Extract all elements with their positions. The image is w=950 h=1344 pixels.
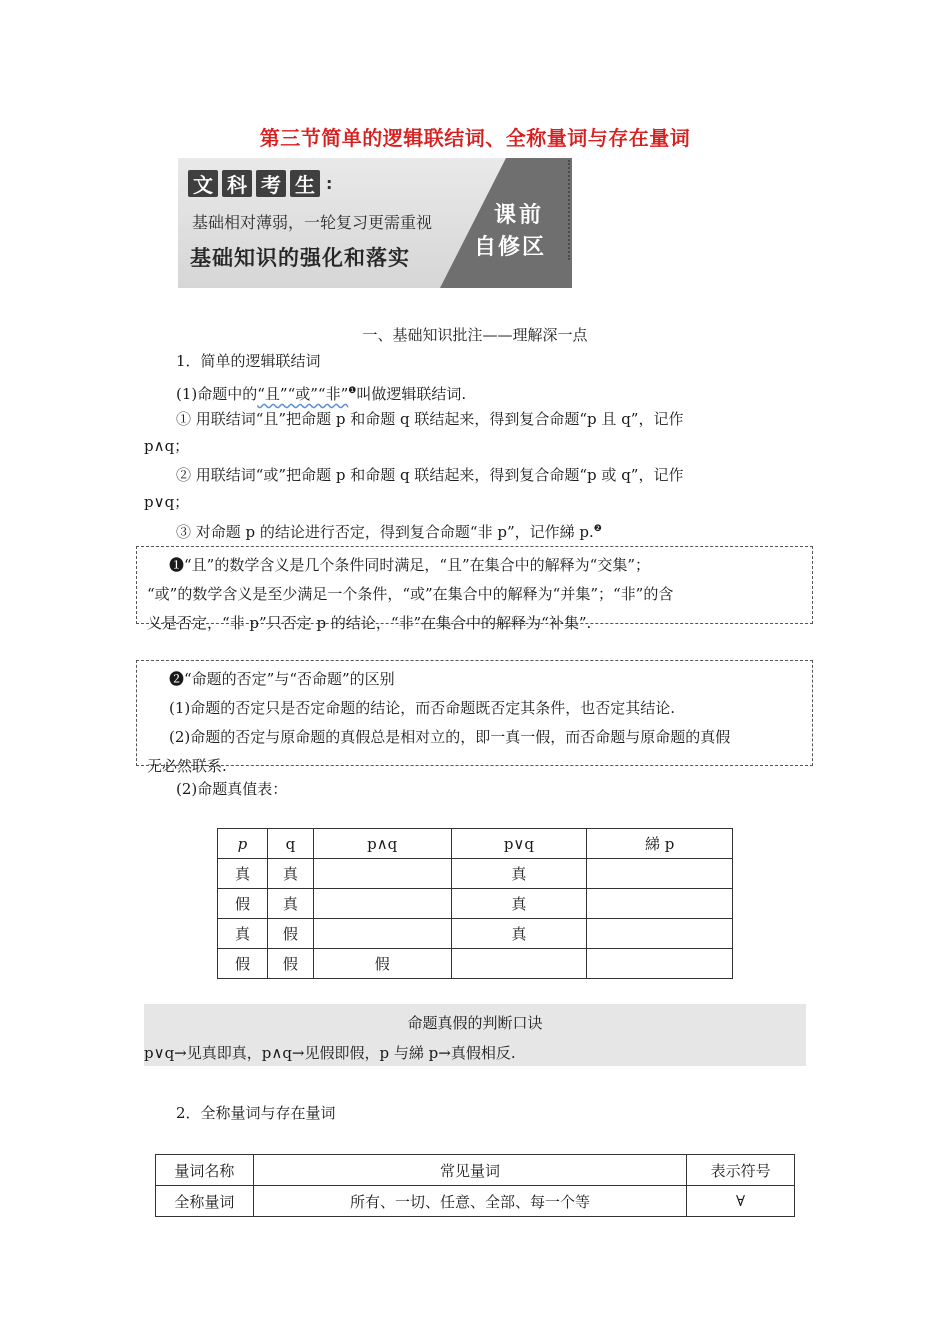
table-row — [218, 889, 733, 919]
note2-line3: (2)命题的否定与原命题的真假总是相对立的，即一真一假，而否命题与原命题的真假 — [169, 728, 731, 746]
table-cell — [587, 919, 733, 949]
table-cell: 真 — [218, 859, 268, 889]
table-header-cell: 綈 p — [587, 829, 733, 859]
item2-heading: 2．全称量词与存在量词 — [176, 1104, 336, 1122]
note2-marker: ❷ — [593, 524, 602, 534]
note1-line1: ❶“且”的数学含义是几个条件同时满足，“且”在集合中的解释为“交集”； — [169, 556, 651, 574]
table-cell: 假 — [313, 949, 451, 979]
note1-marker: ❶ — [348, 386, 357, 396]
banner-right-line2: 自修区 — [474, 235, 547, 260]
badge-char: 考 — [256, 170, 286, 197]
table-cell: 真 — [451, 889, 587, 919]
table-row — [218, 919, 733, 949]
table-header-row — [218, 829, 733, 859]
table-cell: 假 — [267, 949, 313, 979]
table-cell — [313, 859, 451, 889]
banner-dotted-edge — [566, 160, 570, 260]
section-banner — [178, 158, 572, 288]
table-row — [218, 859, 733, 889]
table-cell — [587, 859, 733, 889]
badge-char: 文 — [188, 170, 218, 197]
table-header-cell: 量词名称 — [156, 1155, 254, 1186]
table-cell — [587, 889, 733, 919]
table-cell: 所有、一切、任意、全部、每一个等 — [253, 1186, 686, 1217]
badge-char: 科 — [222, 170, 252, 197]
clause2-line1: ② 用联结词“或”把命题 p 和命题 q 联结起来，得到复合命题“p 或 q”，记作 — [176, 466, 684, 484]
table-cell: 假 — [218, 949, 268, 979]
p1-pre: (1)命题中的 — [176, 385, 258, 403]
badge-char: 生 — [290, 170, 320, 197]
table-header-cell: q — [267, 829, 313, 859]
banner-main-text: 基础知识的强化和落实 — [190, 246, 410, 270]
table-header-cell: p∧q — [313, 829, 451, 859]
table-cell: 假 — [218, 889, 268, 919]
mnemonic-body: p∨q→见真即真，p∧q→见假即假，p 与綈 p→真假相反. — [144, 1044, 516, 1062]
table-row — [218, 949, 733, 979]
quantifier-table — [155, 1154, 795, 1217]
clause1-line1: ① 用联结词“且”把命题 p 和命题 q 联结起来，得到复合命题“p 且 q”，记作 — [176, 410, 684, 428]
table-cell: ∀ — [687, 1186, 795, 1217]
badge-colon: : — [326, 174, 333, 193]
table-header-cell: 表示符号 — [687, 1155, 795, 1186]
table-cell — [313, 919, 451, 949]
p1-post: 叫做逻辑联结词. — [356, 385, 467, 403]
note2-line2: (1)命题的否定只是否定命题的结论，而否命题既否定其条件，也否定其结论. — [169, 699, 676, 717]
table-cell: 真 — [451, 919, 587, 949]
table-header-cell: p — [218, 829, 268, 859]
note1-line3: 义是否定，“非 p”只否定 p 的结论，“非”在集合中的解释为“补集”. — [147, 614, 592, 632]
clause2-line2: p∨q； — [144, 493, 190, 511]
table-cell: 真 — [267, 859, 313, 889]
table-cell: 真 — [267, 889, 313, 919]
p1-connectives: “且”“或”“非” — [257, 385, 349, 403]
note2-line4: 无必然联系. — [147, 757, 227, 775]
item1-heading: 1．简单的逻辑联结词 — [176, 352, 321, 370]
banner-badge — [188, 170, 332, 197]
note1-line2: “或”的数学含义是至少满足一个条件，“或”在集合中的解释为“并集”；“非”的含 — [147, 585, 674, 603]
table-header-cell: 常见量词 — [253, 1155, 686, 1186]
note2-line1: ❷“命题的否定”与“否命题”的区别 — [169, 670, 395, 688]
table-row — [156, 1186, 795, 1217]
item1-paragraph — [176, 378, 466, 407]
banner-right-line1: 课前 — [494, 203, 545, 228]
truth-table-label: (2)命题真值表： — [176, 780, 288, 798]
clause1-line2: p∧q； — [144, 437, 190, 455]
section-heading: 一、基础知识批注——理解深一点 — [362, 326, 588, 344]
note-box-1 — [136, 546, 813, 632]
banner-subtitle: 基础相对薄弱，一轮复习更需重视 — [192, 213, 433, 232]
mnemonic-box — [144, 1004, 806, 1066]
clause3 — [176, 516, 602, 545]
table-cell — [313, 889, 451, 919]
table-cell — [587, 949, 733, 979]
table-cell: 全称量词 — [156, 1186, 254, 1217]
table-header-row — [156, 1155, 795, 1186]
page-title: 第三节简单的逻辑联结词、全称量词与存在量词 — [259, 126, 691, 150]
table-cell: 假 — [267, 919, 313, 949]
table-cell: 真 — [218, 919, 268, 949]
note-box-2 — [136, 660, 813, 775]
mnemonic-title: 命题真假的判断口诀 — [407, 1014, 543, 1032]
table-cell: 真 — [451, 859, 587, 889]
truth-table — [217, 828, 733, 979]
clause3-text: ③ 对命题 p 的结论进行否定，得到复合命题“非 p”，记作綈 p. — [176, 523, 594, 541]
table-header-cell: p∨q — [451, 829, 587, 859]
table-cell — [451, 949, 587, 979]
